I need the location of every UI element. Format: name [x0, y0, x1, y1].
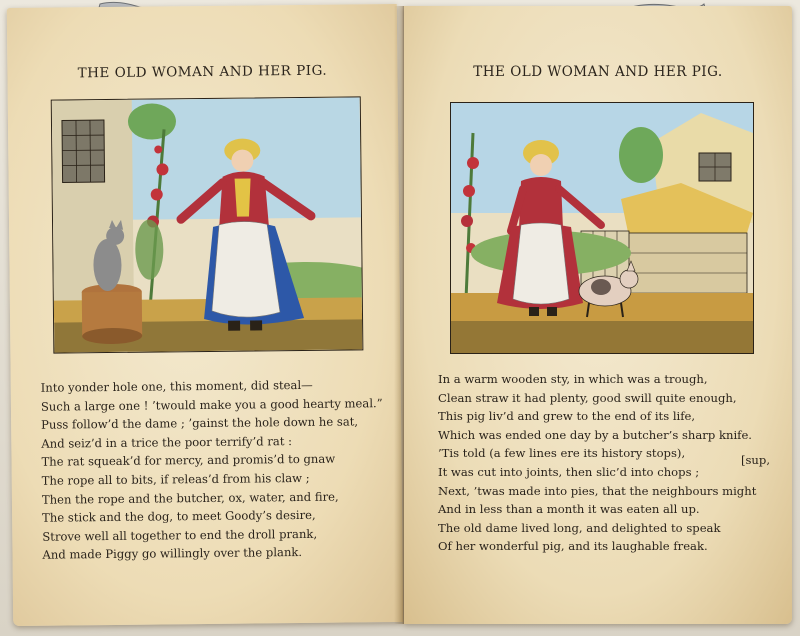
- verse-line: The old dame lived long, and delighted to speak: [438, 520, 721, 535]
- old-woman-pig-sty-illustration: [450, 102, 754, 354]
- verse-text: [438, 370, 756, 556]
- right-page: [404, 6, 792, 624]
- verse-line: This pig liv’d and grew to the end of its life,: [438, 409, 696, 424]
- left-page: [7, 4, 403, 626]
- verse-line: Then the rope and the butcher, ox, water, and fire,: [41, 489, 339, 507]
- verse-line: Which was ended one day by a butcher’s sharp knife.: [438, 427, 752, 442]
- verse-line: Of her wonderful pig, and its laughable freak.: [438, 539, 708, 554]
- page-heading: THE OLD WOMAN AND HER PIG.: [77, 62, 328, 82]
- verse-line: Such a large one ! ’twould make you a good hearty meal.”: [40, 395, 383, 414]
- verse-line: Next, ’twas made into pies, that the neighbours might: [438, 483, 757, 498]
- verse-line: And seiz’d in a trice the poor terrify’d rat :: [41, 433, 293, 451]
- old-woman-cat-rat-illustration: [51, 96, 364, 353]
- verse-line: Clean straw it had plenty, good swill quite enough,: [438, 390, 737, 405]
- verse-line: The rope all to bits, if releas’d from his claw ;: [41, 470, 310, 488]
- verse-line: And made Piggy go willingly over the plank.: [42, 545, 303, 563]
- verse-line: The rat squeak’d for mercy, and promis’d to gnaw: [41, 452, 336, 470]
- verse-text: [41, 375, 385, 565]
- verse-line: In a warm wooden sty, in which was a trough,: [438, 372, 708, 386]
- verse-line: The stick and the dog, to meet Goody’s desire,: [42, 508, 316, 525]
- verse-line: ’Tis told (a few lines ere its history stops),: [438, 446, 686, 461]
- verse-line: Into yonder hole one, this moment, did steal—: [40, 377, 313, 395]
- verse-line: And in less than a month it was eaten all up.: [438, 502, 700, 517]
- verse-line: Strove well all together to end the droll prank,: [42, 526, 318, 544]
- page-heading: THE OLD WOMAN AND HER PIG.: [473, 64, 723, 80]
- verse-line: It was cut into joints, then slic’d into chops ;: [438, 464, 700, 479]
- bracket-note: [sup,: [740, 453, 770, 467]
- verse-line: Puss follow’d the dame ; ’gainst the hole down he sat,: [41, 414, 359, 432]
